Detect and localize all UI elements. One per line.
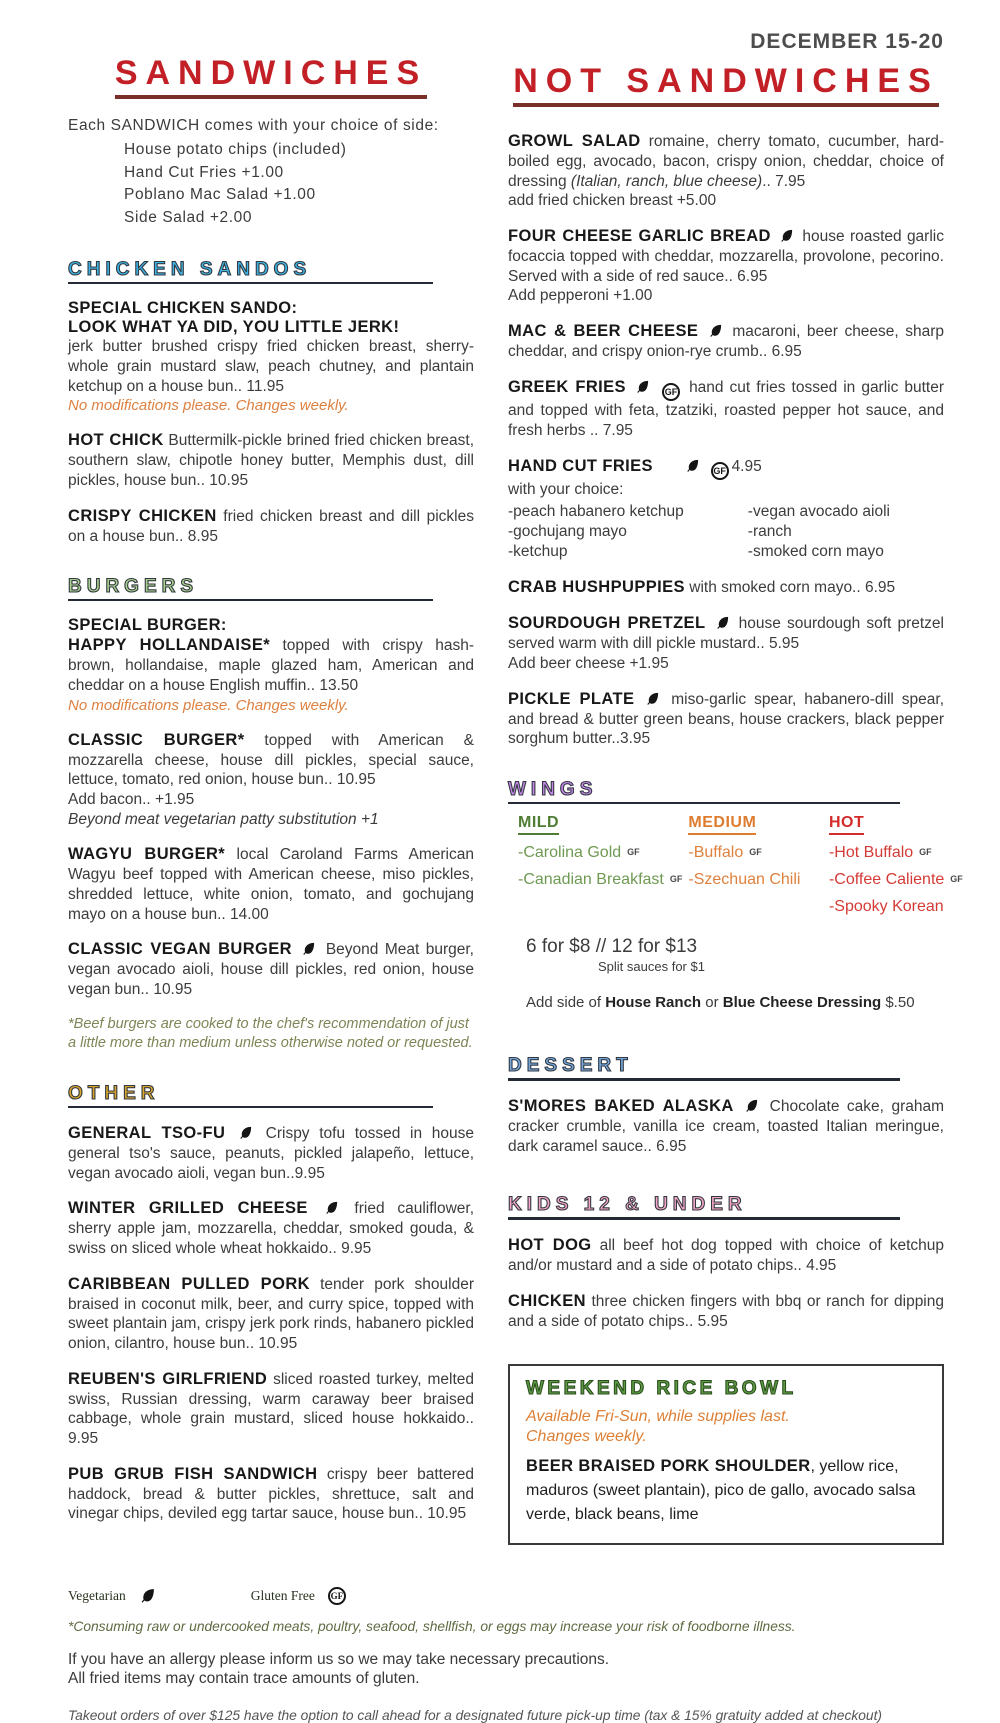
wings-column-hot xyxy=(828,813,963,916)
item-description: local Caroland Farms American Wagyu beef topped with American cheese, miso pickles, shredded lettuce, white onion, tomato, and gochujang mayo on a house bun.. 14.00 xyxy=(68,846,474,923)
menu-item-hand-cut-fries xyxy=(508,456,944,563)
item-addon: Add bacon.. +1.95 xyxy=(68,790,195,808)
item-description: house sourdough soft pretzel served warm with dill pickle mustard.. 5.95 xyxy=(508,615,944,653)
takeout-notice: Takeout orders of over $125 have the option to call ahead for a designated future pick-up time (tax & 15% gratuity added at checkout) xyxy=(68,1708,883,1723)
sauce-choice-label: with your choice: xyxy=(508,481,624,499)
menu-item-sourdough-pretzel xyxy=(508,613,944,673)
vegetarian-leaf-icon xyxy=(238,1125,253,1140)
item-name: CHICKEN xyxy=(508,1291,586,1310)
menu-item-winter-grilled-cheese xyxy=(68,1198,474,1258)
vegetarian-leaf-icon xyxy=(324,1200,339,1215)
rice-bowl-description: BEER BRAISED PORK SHOULDER, yellow rice, maduros (sweet plantain), pico de gallo, avocado salsa verde, black beans, lime xyxy=(526,1456,916,1523)
menu-item-classic-burger xyxy=(68,730,474,830)
date-banner: DECEMBER 15-20 xyxy=(750,30,944,53)
item-description-italic: (Italian, ranch, blue cheese) xyxy=(570,172,763,190)
section-chicken-sandos xyxy=(68,259,433,284)
vegetarian-leaf-icon xyxy=(685,458,700,473)
allergy-notice: If you have an allergy please inform us so we may take necessary precautions. All fried items may contain trace amounts of gluten. xyxy=(68,1650,610,1687)
item-name: LOOK WHAT YA DID, YOU LITTLE JERK! xyxy=(68,318,400,337)
item-name: HAPPY HOLLANDAISE* xyxy=(68,636,271,655)
item-name: WAGYU BURGER* xyxy=(68,845,226,864)
item-name: SOURDOUGH PRETZEL xyxy=(508,614,706,633)
item-description: all beef hot dog topped with choice of ketchup and/or mustard and a side of potato chips.. 4.95 xyxy=(508,1237,944,1275)
item-note: No modifications please. Changes weekly. xyxy=(68,397,349,415)
wings-heat-label: HOT xyxy=(829,814,864,835)
menu-item-smores-baked-alaska xyxy=(508,1096,944,1156)
section-burgers xyxy=(68,576,433,601)
item-name: GREEK FRIES xyxy=(508,377,626,396)
section-heading: CHICKEN SANDOS xyxy=(68,259,312,281)
item-name: GENERAL TSO-FU xyxy=(68,1124,226,1143)
item-name: WINTER GRILLED CHEESE xyxy=(68,1199,308,1218)
item-description: fried chicken breast and dill pickles on a house bun.. 8.95 xyxy=(68,507,474,545)
item-name: S'MORES BAKED ALASKA xyxy=(508,1096,734,1115)
menu-item-greek-fries xyxy=(508,377,944,441)
menu-item-kids-chicken xyxy=(508,1291,944,1332)
menu-item-growl-salad xyxy=(508,131,944,211)
item-sub-note: Beyond meat vegetarian patty substitution +1 xyxy=(68,810,379,828)
section-dessert xyxy=(508,1055,900,1081)
side-option: Side Salad +2.00 xyxy=(124,208,253,226)
item-description: crispy beer battered haddock, bread & butter pickles, shrettuce, salt and vinegar chips, deviled egg tartar sauce, house bun.. 10.95 xyxy=(68,1465,474,1523)
menu-item-caribbean-pulled-pork xyxy=(68,1274,474,1354)
wing-flavor: -Buffalo GF xyxy=(688,843,762,861)
menu-item-four-cheese-garlic-bread xyxy=(508,226,944,306)
vegetarian-leaf-icon xyxy=(645,691,660,706)
item-description: .. 7.95 xyxy=(762,172,806,190)
wing-flavor: -Hot Buffalo GF xyxy=(828,843,932,861)
vegetarian-leaf-icon xyxy=(635,379,650,394)
wings-pricing: 6 for $8 // 12 for $13 xyxy=(526,935,698,957)
menu-item-hot-chick xyxy=(68,430,474,490)
section-wings xyxy=(508,779,900,804)
item-name: MAC & BEER CHEESE xyxy=(508,321,699,340)
section-heading: BURGERS xyxy=(68,576,199,598)
sides-intro xyxy=(68,115,474,229)
legend-vegetarian-label: Vegetarian xyxy=(68,1587,126,1603)
not-sandwiches-column xyxy=(508,16,963,1545)
item-name: REUBEN'S GIRLFRIEND xyxy=(68,1369,268,1388)
wings-column-mild xyxy=(518,814,688,916)
wing-flavor: -Szechuan Chili xyxy=(688,870,801,888)
menu-item-special-burger xyxy=(68,616,474,714)
menu-item-wagyu-burger xyxy=(68,844,474,924)
gluten-free-icon: GF xyxy=(328,1587,346,1605)
item-addon: Add pepperoni +1.00 xyxy=(508,287,653,305)
item-description: Beyond Meat burger, vegan avocado aioli, house dill pickles, red onion, house vegan bun.. 10.95 xyxy=(68,941,474,998)
item-description: jerk butter brushed crispy fried chicken breast, sherry-whole grain mustard slaw, peach chutney, and plantain ketchup on a house bun.. 11.95 xyxy=(68,338,474,395)
section-other xyxy=(68,1083,433,1108)
item-name: CARIBBEAN PULLED PORK xyxy=(68,1274,310,1293)
item-name: CLASSIC BURGER* xyxy=(68,730,245,749)
item-name: HAND CUT FRIES xyxy=(508,456,653,475)
icon-legend xyxy=(68,1587,948,1605)
item-description: miso-garlic spear, habanero-dill spear, and bread & butter green beans, house crackers, black pepper sorghum butter..3.95 xyxy=(508,690,945,748)
sandwiches-title: SANDWICHES xyxy=(68,54,474,99)
wing-flavor: -Canadian Breakfast GF xyxy=(518,870,683,888)
vegetarian-leaf-icon xyxy=(779,228,794,243)
beef-burger-note: *Beef burgers are cooked to the chef's recommendation of just a little more than medium unless otherwise noted or requested. xyxy=(68,1016,473,1052)
item-price: 4.95 xyxy=(731,457,762,475)
item-description: macaroni, beer cheese, sharp cheddar, and crispy onion-rye crumb.. 6.95 xyxy=(508,322,945,360)
item-description: Buttermilk-pickle brined fried chicken breast, southern slaw, chipotle honey butter, Memphis dust, dill pickles, house bun.. 10.95 xyxy=(68,432,474,489)
vegetarian-leaf-icon xyxy=(715,615,730,630)
item-name: HOT DOG xyxy=(508,1236,592,1255)
wing-flavor: -Carolina Gold GF xyxy=(518,843,640,861)
vegetarian-leaf-icon xyxy=(301,941,316,956)
menu-item-crispy-chicken xyxy=(68,506,474,547)
menu-footer xyxy=(0,1587,1000,1723)
sauce-options xyxy=(508,502,944,562)
wings-flavor-columns xyxy=(508,813,963,916)
sauce-option: -ranch xyxy=(747,523,792,541)
item-description: topped with crispy hash-brown, hollandaise, maple glazed ham, American and cheddar on a house English muffin.. 13.50 xyxy=(68,637,474,694)
item-description: romaine, cherry tomato, cucumber, hard-boiled egg, avocado, bacon, crispy onion, cheddar, choice of dressing xyxy=(508,133,944,190)
wing-flavor: -Spooky Korean xyxy=(828,897,944,915)
item-description: sliced roasted turkey, melted swiss, Russian dressing, warm caraway beer braised cabbage, whole grain mustard, sliced house hokkaido.. 9.95 xyxy=(68,1370,474,1448)
gluten-free-marker: GF xyxy=(669,873,683,884)
gluten-free-icon: GF xyxy=(662,383,680,401)
item-name: PUB GRUB FISH SANDWICH xyxy=(68,1464,318,1483)
wings-heat-label: MEDIUM xyxy=(688,814,756,835)
not-sandwiches-title: NOT SANDWICHES xyxy=(508,62,944,107)
item-description: Crispy tofu tossed in house general tso's sauce, peanuts, pickled jalapeño, lettuce, vegan avocado aioli, vegan bun..9.95 xyxy=(68,1125,474,1182)
section-heading: DESSERT xyxy=(508,1054,633,1076)
item-addon: add fried chicken breast +5.00 xyxy=(508,192,717,210)
menu-item-pub-grub-fish-sandwich xyxy=(68,1464,474,1524)
item-name: SPECIAL CHICKEN SANDO: xyxy=(68,299,298,318)
item-name: CLASSIC VEGAN BURGER xyxy=(68,940,292,959)
raw-food-warning: *Consuming raw or undercooked meats, poultry, seafood, shellfish, or eggs may increase your risk of foodborne illness. xyxy=(68,1618,796,1634)
item-description: topped with American & mozzarella cheese, house dill pickles, special sauce, lettuce, tomato, red onion, house bun.. 10.95 xyxy=(68,731,474,789)
item-name: HOT CHICK xyxy=(68,431,164,450)
vegetarian-leaf-icon xyxy=(708,323,723,338)
legend-gluten-free-label: Gluten Free xyxy=(250,1587,315,1603)
menu-item-mac-and-beer-cheese xyxy=(508,321,944,362)
wing-flavor: -Coffee Caliente GF xyxy=(828,870,963,888)
menu-item-hot-dog xyxy=(508,1235,944,1276)
item-name: CRISPY CHICKEN xyxy=(68,506,217,525)
item-description: tender pork shoulder braised in coconut milk, beer, and curry spice, topped with sweet plantain jam, crispy jerk pork rinds, habanero pickled onion, cilantro, house bun.. 10.95 xyxy=(68,1275,475,1353)
section-heading: KIDS 12 & UNDER xyxy=(508,1194,747,1216)
wings-add-side: Add side of House Ranch or Blue Cheese Dressing $.50 xyxy=(526,993,915,1011)
menu-item-classic-vegan-burger xyxy=(68,939,474,999)
section-kids xyxy=(508,1194,900,1220)
wings-column-medium xyxy=(688,814,829,916)
menu-item-general-tso-fu xyxy=(68,1123,474,1183)
item-name: CRAB HUSHPUPPIES xyxy=(508,578,685,597)
item-name: GROWL SALAD xyxy=(508,132,641,150)
side-option: Hand Cut Fries +1.00 xyxy=(124,163,284,181)
item-description: hand cut fries tossed in garlic butter and topped with feta, tzatziki, roasted pepper hot sauce, and fresh herbs .. 7.95 xyxy=(508,378,945,439)
item-description: house roasted garlic focaccia topped with cheddar, mozzarella, provolone, pecorino. Served with a side of red sauce.. 6.95 xyxy=(508,227,944,285)
menu-item-crab-hushpuppies xyxy=(508,577,944,598)
rice-bowl-title: WEEKEND RICE BOWL xyxy=(526,1377,797,1399)
item-addon: Add beer cheese +1.95 xyxy=(508,655,669,673)
item-note: No modifications please. Changes weekly. xyxy=(68,696,349,714)
sauce-option: -ketchup xyxy=(508,543,568,561)
item-description: fried cauliflower, sherry apple jam, mozzarella, cheddar, smoked gouda, & swiss on sliced whole wheat hokkaido.. 9.95 xyxy=(68,1200,475,1258)
item-name: FOUR CHEESE GARLIC BREAD xyxy=(508,226,771,245)
gluten-free-marker: GF xyxy=(950,873,963,884)
side-option: Poblano Mac Salad +1.00 xyxy=(124,186,316,204)
weekend-rice-bowl-box xyxy=(508,1364,944,1545)
section-heading: OTHER xyxy=(68,1083,160,1105)
sauce-option: -smoked corn mayo xyxy=(747,543,884,561)
wings-split-note: Split sauces for $1 xyxy=(598,958,705,974)
item-description: Chocolate cake, graham cracker crumble, vanilla ice cream, toasted Italian meringue, dark caramel sauce.. 6.95 xyxy=(508,1097,944,1155)
sauce-option: -vegan avocado aioli xyxy=(747,503,890,521)
vegetarian-leaf-icon xyxy=(744,1098,759,1113)
sides-intro-heading: Each SANDWICH comes with your choice of side: xyxy=(68,117,439,134)
section-heading: WINGS xyxy=(508,778,598,800)
gluten-free-marker: GF xyxy=(919,846,932,857)
vegetarian-leaf-icon xyxy=(139,1587,156,1604)
sauce-option: -gochujang mayo xyxy=(508,523,627,541)
wings-heat-label: MILD xyxy=(518,814,559,835)
item-name: SPECIAL BURGER: xyxy=(68,616,227,635)
menu-item-reubens-girlfriend xyxy=(68,1369,474,1449)
side-option: House potato chips (included) xyxy=(124,141,347,159)
rice-bowl-note: Available Fri-Sun, while supplies last. xyxy=(526,1407,790,1425)
gluten-free-marker: GF xyxy=(749,846,762,857)
sandwiches-column xyxy=(68,16,474,1545)
rice-bowl-note: Changes weekly. xyxy=(526,1427,647,1445)
item-description: with smoked corn mayo.. 6.95 xyxy=(689,579,896,597)
gluten-free-icon: GF xyxy=(711,462,729,480)
item-description: three chicken fingers with bbq or ranch for dipping and a side of potato chips.. 5.95 xyxy=(508,1292,944,1330)
menu-item-special-chicken-sando xyxy=(68,299,474,415)
item-name: PICKLE PLATE xyxy=(508,689,635,708)
gluten-free-marker: GF xyxy=(627,846,640,857)
sauce-option: -peach habanero ketchup xyxy=(508,503,684,521)
menu-item-pickle-plate xyxy=(508,689,944,749)
